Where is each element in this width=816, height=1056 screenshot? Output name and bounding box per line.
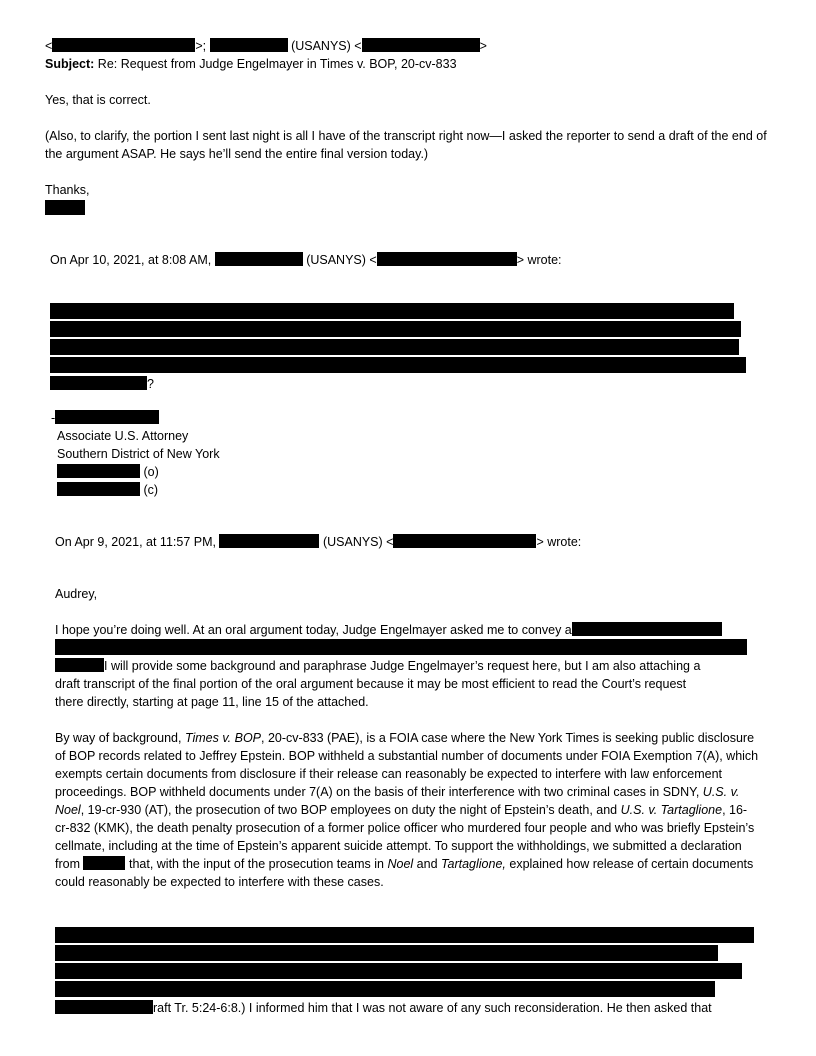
redaction [57, 464, 140, 478]
quote2-on: On Apr 9, 2021, at 11:57 PM, [55, 535, 216, 549]
redacted-line [55, 945, 718, 961]
p3-text: raft Tr. 5:24-6:8.) I informed him that I was not aware of any such reconsideration. He then asked that [153, 1001, 712, 1015]
p1-line3 [55, 657, 700, 675]
redacted-line [50, 357, 746, 373]
p3-last-line [55, 999, 712, 1017]
redacted-line [55, 963, 742, 979]
redacted-line [55, 639, 747, 655]
redaction [52, 38, 195, 52]
sig-name-line [51, 409, 159, 427]
redaction [393, 534, 536, 548]
quote1-org: (USANYS) < [306, 253, 377, 267]
redaction [83, 856, 125, 870]
sig-phone-cell [57, 481, 158, 499]
redaction [215, 252, 303, 266]
redaction [362, 38, 480, 52]
reply-clarification: (Also, to clarify, the portion I sent last night is all I have of the transcript right now—I asked the reporter to send a draft of the end of the argument ASAP. He says he’ll send the entire final version today.) [45, 129, 767, 161]
case-name-noel: U.S. v. Noel [55, 785, 740, 817]
quote2-org: (USANYS) < [322, 535, 394, 549]
to-lt: < [45, 39, 53, 53]
to-org: (USANYS) < [291, 39, 362, 53]
p1-line5: there directly, starting at page 11, line 15 of the attached. [55, 695, 369, 709]
greeting: Audrey, [55, 587, 98, 601]
redacted-line [55, 981, 715, 997]
p2-text: and [416, 857, 438, 871]
redaction [377, 252, 517, 266]
case-short-tartaglione: Tartaglione, [441, 857, 506, 871]
redaction [55, 658, 104, 672]
redaction [219, 534, 319, 548]
sig-phone-office [57, 463, 159, 481]
quote1-header [50, 251, 562, 269]
phone-o-label: (o) [143, 465, 159, 479]
sig-dash: - [51, 411, 56, 425]
to-gt: > [479, 39, 487, 53]
p2-text: , 16-cr-832 (KMK), the death penalty prosecution of a former police officer who murdered four people and who was briefly Epstein’s cellmate, including at the time of Epstein’s apparent suicide attempt. To support the withholdings, we submitted a declaration from [55, 803, 755, 871]
case-short-noel: Noel [387, 857, 414, 871]
case-name-tartaglione: U.S. v. Tartaglione [620, 803, 723, 817]
p2-text: By way of background, [55, 731, 182, 745]
reply-line: Yes, that is correct. [45, 93, 151, 107]
quote1-on: On Apr 10, 2021, at 8:08 AM, [50, 253, 212, 267]
p1-text-a: I hope you’re doing well. At an oral argument today, Judge Engelmayer asked me to convey a [55, 623, 572, 637]
redaction [50, 376, 147, 390]
p2-text: that, with the input of the prosecution teams in [128, 857, 384, 871]
sig-office: Southern District of New York [57, 447, 220, 461]
sig-title: Associate U.S. Attorney [57, 429, 189, 443]
redaction [57, 482, 140, 496]
background-paragraph [55, 729, 760, 891]
redaction [55, 1000, 153, 1014]
subject-label: Subject: [45, 57, 95, 71]
redacted-line-end [50, 375, 154, 393]
p1-line4: draft transcript of the final portion of the oral argument because it may be most efficient to read the Court’s request [55, 677, 687, 691]
reply-thanks: Thanks, [45, 183, 90, 197]
subject-text: Re: Request from Judge Engelmayer in Times v. BOP, 20-cv-833 [97, 57, 457, 71]
p2-text: , 19-cr-930 (AT), the prosecution of two BOP employees on duty the night of Epstein’s death, and [80, 803, 618, 817]
subject-line [45, 55, 457, 73]
case-name-times: Times v. BOP [184, 731, 262, 745]
to-sep: >; [195, 39, 207, 53]
quote1-wrote: > wrote: [516, 253, 562, 267]
quote2-wrote: > wrote: [536, 535, 582, 549]
redacted-line [50, 339, 739, 355]
redaction [55, 410, 159, 424]
phone-c-label: (c) [143, 483, 159, 497]
quote2-header [55, 533, 581, 551]
redaction [572, 622, 722, 636]
p2-text: explained how release of certain documents could reasonably be expected to interfere with these cases. [55, 857, 754, 889]
p2-text: , 20-cv-833 (PAE), is a FOIA case where the New York Times is seeking public disclosure of BOP records related to Jeffrey Epstein. BOP withheld a substantial number of documents under FOIA Exemption 7(A), which exempts certain documents from disclosure if their release can reasonably be expected to interfere with law enforcement proceedings. BOP withheld documents under 7(A) on the basis of their interference with two criminal cases in SDNY, [55, 731, 759, 799]
signature-redaction [45, 200, 85, 215]
redacted-line [50, 303, 734, 319]
redaction [210, 38, 288, 52]
redacted-line [50, 321, 741, 337]
redacted-line [55, 927, 754, 943]
to-line [45, 37, 487, 55]
p1-line1 [55, 621, 722, 639]
question-mark: ? [147, 377, 154, 391]
p1-text-b: I will provide some background and paraphrase Judge Engelmayer’s request here, but I am also attaching a [104, 659, 701, 673]
